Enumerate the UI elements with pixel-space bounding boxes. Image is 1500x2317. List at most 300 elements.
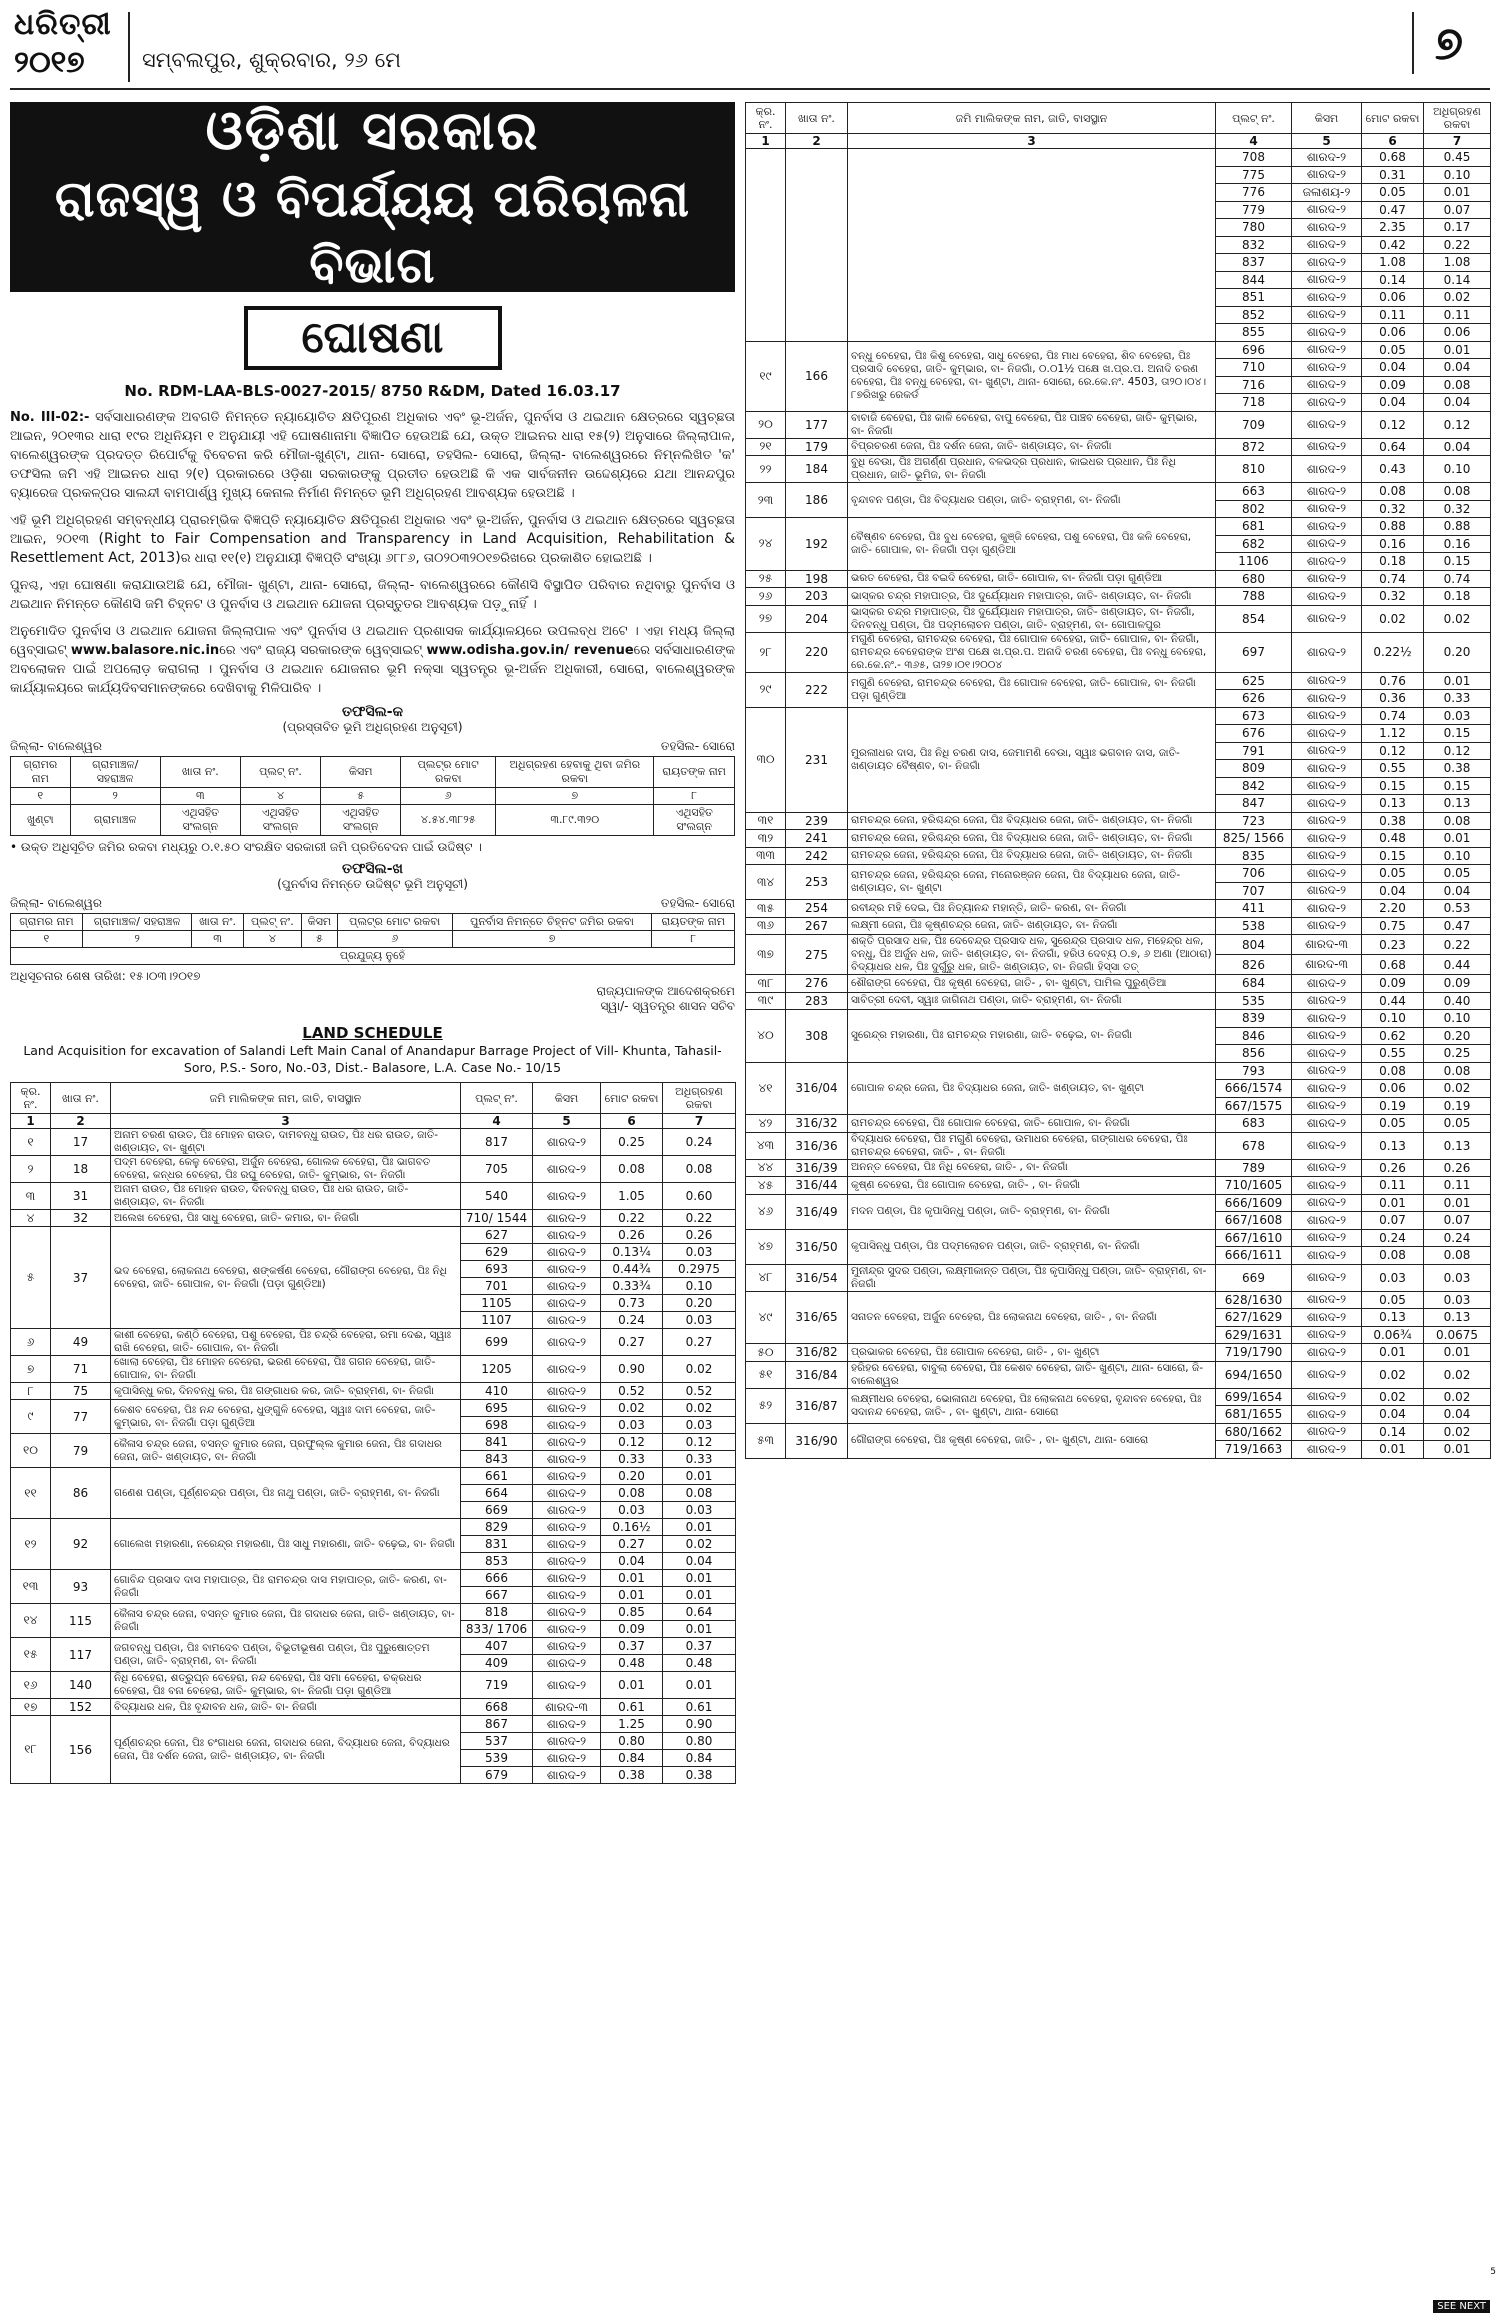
land-class: ଶାରଦ-୨ bbox=[533, 1750, 601, 1767]
acquired-area: 0.47 bbox=[1424, 917, 1491, 935]
owner-details: ପ୍ରଭାକର ବେହେରା, ପିଃ ଗୋପାଳ ବେହେରା, ଜାତି- , ବା- ଖୁଣ୍ଟା bbox=[848, 1344, 1216, 1362]
see-next-label: SEE NEXT bbox=[1433, 2300, 1490, 2313]
schedule-a-cell: ଏଥିସହିତ ସଂଲଗ୍ନ bbox=[321, 805, 401, 836]
total-area: 1.25 bbox=[601, 1716, 663, 1733]
khata-number: 186 bbox=[786, 483, 848, 518]
acquired-area: 0.33 bbox=[1424, 690, 1491, 708]
owner-details: ଖୋଲା ବେହେରା, ପିଃ ମୋହନ ବେହେରା, ଭରଣ ବେହେରା, ପିଃ ଗଗନ ବେହେରା, ଜାତି- ଗୋପାଳ, ବା- ନିଜଗାଁ bbox=[111, 1356, 461, 1383]
plot-number: 809 bbox=[1216, 760, 1292, 778]
acquired-area: 0.74 bbox=[1424, 570, 1491, 588]
total-area: 0.62 bbox=[1362, 1027, 1424, 1045]
acquired-area: 0.02 bbox=[1424, 1361, 1491, 1388]
land-class: ଶାରଦ-୨ bbox=[533, 1570, 601, 1587]
serial-number: ୩୦ bbox=[746, 707, 786, 812]
owner-details: ଅନାମ ରାଉତ, ପିଃ ମୋହନ ରାଉତ, ଦିନବନ୍ଧୁ ରାଉତ, ପିଃ ଧର ରାଉତ, ଜାତି- ଖଣ୍ଡାୟତ, ବା- ନିଜଗାଁ bbox=[111, 1183, 461, 1210]
total-area: 0.74 bbox=[1362, 707, 1424, 725]
land-class: ଶାରଦ-୨ bbox=[533, 1733, 601, 1750]
total-area: 0.09 bbox=[601, 1621, 663, 1638]
plot-number: 846 bbox=[1216, 1027, 1292, 1045]
table-row bbox=[746, 1361, 1491, 1388]
owner-details: ରାମଚନ୍ଦ୍ର ଜେନା, ହରିଶ୍ଚନ୍ଦ୍ର ଜେନା, ପିଃ ବିଦ୍ୟାଧର ଜେନା, ଜାତି- ଖଣ୍ଡାୟତ, ବା- ନିଜଗାଁ bbox=[848, 812, 1216, 830]
total-area: 0.10 bbox=[1362, 1010, 1424, 1028]
owner-details: ଗୋବିନ୍ଦ ପ୍ରସାଦ ଦାସ ମହାପାତ୍ର, ପିଃ ରାମଚନ୍ଦ୍ର ଦାସ ମହାପାତ୍ର, ଜାତି- କରଣ, ବା- ନିଜଗାଁ bbox=[111, 1570, 461, 1604]
plot-number: 411 bbox=[1216, 900, 1292, 918]
table-row bbox=[746, 672, 1491, 690]
state-website-link[interactable]: www.odisha.gov.in/ revenue bbox=[426, 643, 634, 658]
owner-details: ମୁରଲୀଧର ଦାସ, ପିଃ ନିଧି ଚରଣ ଦାସ, ଜେମାମଣି ବେଉା, ସ୍ୱାଃ ଭଗବାନ ଦାସ, ଜାତି- ଖଣ୍ଡାୟତ ବୈଷ୍ଣବ, ବା- ନିଜଗାଁ bbox=[848, 707, 1216, 812]
land-class: ଶାରଦ-୨ bbox=[533, 1587, 601, 1604]
land-number-cell: 1 bbox=[746, 134, 786, 149]
land-class: ଶାରଦ-୩ bbox=[1292, 935, 1362, 955]
land-class: ଶାରଦ-୨ bbox=[1292, 1115, 1362, 1133]
plot-number: 779 bbox=[1216, 201, 1292, 219]
table-row bbox=[11, 1638, 736, 1655]
total-area: 0.23 bbox=[1362, 935, 1424, 955]
plot-number: 776 bbox=[1216, 184, 1292, 202]
land-class: ଶାରଦ-୨ bbox=[1292, 483, 1362, 501]
owner-details: ସୁରେନ୍ଦ୍ର ମହାରଣା, ପିଃ ରାମଚନ୍ଦ୍ର ମହାରଣା, ଜାତି- ବଢ଼େଇ, ବା- ନିଜଗାଁ bbox=[848, 1010, 1216, 1063]
plot-number: 410 bbox=[461, 1383, 533, 1400]
table-row bbox=[11, 1570, 736, 1587]
acquired-area: 0.02 bbox=[663, 1356, 736, 1383]
schedule-a-number-cell: ୭ bbox=[496, 788, 654, 805]
owner-details: ନିଧି ବେହେରା, ଶତ୍ରୁଘ୍ନ ବେହେରା, ନନ୍ଦ ବେହେରା, ପିଃ ସମା ବେହେରା, ଚକ୍ରଧର ବେହେରା, ପିଃ ବନା ବେହେରା, ଜାତି- କୁମ୍ଭାର, ବା- ନିଜଗାଁ ପଡ଼ା ଗୁଣ୍ଡିଆ bbox=[111, 1672, 461, 1699]
total-area: 0.43 bbox=[1362, 456, 1424, 483]
khata-number: 254 bbox=[786, 900, 848, 918]
acquired-area: 0.19 bbox=[1424, 1097, 1491, 1115]
acquired-area: 0.02 bbox=[1424, 1388, 1491, 1406]
total-area: 0.02 bbox=[1362, 1388, 1424, 1406]
plot-number: 696 bbox=[1216, 341, 1292, 359]
total-area: 0.03 bbox=[1362, 1264, 1424, 1291]
land-class: ଶାରଦ-୨ bbox=[533, 1655, 601, 1672]
total-area: 0.37 bbox=[601, 1638, 663, 1655]
schedule-a-row bbox=[11, 805, 735, 836]
total-area: 0.08 bbox=[1362, 1062, 1424, 1080]
serial-number: ୯ bbox=[11, 1400, 51, 1434]
acquired-area: 0.03 bbox=[1424, 1264, 1491, 1291]
owner-details: କୃଷ୍ଣ ବେହେରା, ପିଃ ଗୋପାଳ ବେହେରା, ଜାତି- , ବା- ନିଜଗାଁ bbox=[848, 1177, 1216, 1195]
land-class: ଶାରଦ-୨ bbox=[1292, 1264, 1362, 1291]
serial-number: ୪୮ bbox=[746, 1264, 786, 1291]
total-area: 0.09 bbox=[1362, 376, 1424, 394]
land-schedule-description: Land Acquisition for excavation of Salandi Left Main Canal of Anandapur Barrage Project of Vill- Khunta, Tahasil- Soro, P.S.- Soro, No.-03, Dist.- Balasore, L.A. Case No.- 10/15 bbox=[23, 1043, 722, 1075]
plot-number: 701 bbox=[461, 1278, 533, 1295]
land-class: ଶାରଦ-୨ bbox=[1292, 1229, 1362, 1247]
khata-number: 177 bbox=[786, 411, 848, 438]
serial-number: ୧୭ bbox=[11, 1699, 51, 1716]
land-class: ଶାରଦ-୨ bbox=[1292, 271, 1362, 289]
acquired-area: 0.04 bbox=[1424, 1406, 1491, 1424]
total-area: 0.11 bbox=[1362, 306, 1424, 324]
owner-details: ଶକ୍ତି ପ୍ରସାଦ ଧଳ, ପିଃ ଦେବେନ୍ଦ୍ର ପ୍ରସାଦ ଧଳ, ସୁରେନ୍ଦ୍ର ପ୍ରସାଦ ଧଳ, ମହେନ୍ଦ୍ର ଧଳ, ବନ୍ଧୁ, ପିଃ ଅର୍ଜୁନ ଧଳ, ଜାତି- ଖଣ୍ଡାୟତ, ବା- ନିଜଗାଁ, ହରିଓ ଦେବ୍ୟ ୦.୭, ୬ ଅଣା (ଆଠାରା) ବିଦ୍ୟାଧର ଧଳ, ପିଃ ଦୁର୍ଗୁରୁ ଧଳ, ଜାତି- ଖଣ୍ଡାୟତ, ବା- ନିଜଗାଁ ହିସ୍ସା ତତ୍ bbox=[848, 935, 1216, 975]
plot-number: 627 bbox=[461, 1227, 533, 1244]
plot-number: 407 bbox=[461, 1638, 533, 1655]
total-area: 0.08 bbox=[601, 1156, 663, 1183]
land-class: ଶାରଦ-୨ bbox=[1292, 411, 1362, 438]
total-area: 0.33¾ bbox=[601, 1278, 663, 1295]
total-area: 0.06 bbox=[1362, 1080, 1424, 1098]
land-header-cell: ଅଧିଗ୍ରହଣ ରକବା bbox=[663, 1083, 736, 1114]
schedule-b-numbers bbox=[11, 931, 735, 948]
owner-details: କୃପାସିନ୍ଧୁ କର, ଦିନବନ୍ଧୁ କର, ପିଃ ଗଙ୍ଗାଧର କର, ଜାତି- ବ୍ରାହ୍ମଣ, ବା- ନିଜଗାଁ bbox=[111, 1383, 461, 1400]
acquired-area: 0.40 bbox=[1424, 992, 1491, 1010]
acquired-area: 0.12 bbox=[1424, 411, 1491, 438]
khata-number: 316/39 bbox=[786, 1159, 848, 1177]
schedule-a-header-cell: ପ୍ଲଟ୍‌ର ମୋଟ ରକବା bbox=[401, 757, 496, 788]
land-class: ଶାରଦ-୨ bbox=[1292, 1247, 1362, 1265]
owner-details: ଶୌରାଙ୍ଗ ବେହେରା, ପିଃ କୃଷ୍ଣ ବେହେରା, ଜାତି- , ବା- ଖୁଣ୍ଟା, ପାମିଲ ପୁରୁଣ୍ଡିଆ bbox=[848, 975, 1216, 993]
acquired-area: 0.24 bbox=[1424, 1229, 1491, 1247]
acquired-area: 0.09 bbox=[1424, 975, 1491, 993]
schedule-a-number-cell: ୪ bbox=[240, 788, 320, 805]
khata-number: 18 bbox=[51, 1156, 111, 1183]
plot-number: 667/1608 bbox=[1216, 1212, 1292, 1230]
acquired-area: 0.02 bbox=[1424, 1080, 1491, 1098]
owner-details: ପୂର୍ଣ୍ଣଚନ୍ଦ୍ର ଜେନା, ପିଃ ଚଂଗାଧର ଜେନା, ଗଦାଧର ଜେନା, ବିଦ୍ୟାଧର ଜେନା, ବିଦ୍ୟାଧର ଜେନା, ପିଃ ଦର୍ଶନ ଜେନା, ଜାତି- ଖଣ୍ଡାୟତ, ବା- ନିଜଗାଁ bbox=[111, 1716, 461, 1784]
land-class: ଶାରଦ-୨ bbox=[533, 1244, 601, 1261]
table-row bbox=[746, 1264, 1491, 1291]
land-schedule-title: LAND SCHEDULE bbox=[302, 1024, 443, 1042]
table-row bbox=[11, 1183, 736, 1210]
plot-number: 676 bbox=[1216, 725, 1292, 743]
land-header-cell: କିସମ bbox=[1292, 103, 1362, 134]
khata-number: 49 bbox=[51, 1329, 111, 1356]
plot-number: 680 bbox=[1216, 570, 1292, 588]
table-row bbox=[746, 438, 1491, 456]
acquired-area: 0.05 bbox=[1424, 1115, 1491, 1133]
land-class: ଶାରଦ-୨ bbox=[1292, 500, 1362, 518]
schedule-b-number-cell: ୪ bbox=[243, 931, 301, 948]
land-header-cell: କିସମ bbox=[533, 1083, 601, 1114]
plot-number: 683 bbox=[1216, 1115, 1292, 1133]
khata-number: 316/32 bbox=[786, 1115, 848, 1133]
khata-number: 17 bbox=[51, 1129, 111, 1156]
owner-details: ବିଦ୍ୟାଧର ବେହେରା, ପିଃ ମଗୁଣି ବେହେରା, ଉମାଧର ବେହେରା, ଗଙ୍ଗାଧର ବେହେରା, ପିଃ ରାମଚନ୍ଦ୍ର ବେହେରା, ଜାତି- , ବା- ନିଜଗାଁ bbox=[848, 1132, 1216, 1159]
acquired-area: 0.05 bbox=[1424, 865, 1491, 883]
plot-number: 825/ 1566 bbox=[1216, 830, 1292, 848]
land-class: ଶାରଦ-୨ bbox=[1292, 1423, 1362, 1441]
total-area: 0.16½ bbox=[601, 1519, 663, 1536]
land-class: ଶାରଦ-୨ bbox=[1292, 992, 1362, 1010]
land-class: ଶାରଦ-୨ bbox=[533, 1553, 601, 1570]
khata-number: 152 bbox=[51, 1699, 111, 1716]
plot-number: 780 bbox=[1216, 219, 1292, 237]
serial-number: ୪୩ bbox=[746, 1132, 786, 1159]
serial-number: ୨୩ bbox=[746, 483, 786, 518]
total-area: 0.48 bbox=[601, 1655, 663, 1672]
footer-page-number: 5 bbox=[1490, 2267, 1496, 2277]
owner-details: କୃପାସିନ୍ଧୁ ପଣ୍ଡା, ପିଃ ପଦ୍ମଲୋଚନ ପଣ୍ଡା, ଜାତି- ବ୍ରାହ୍ମଣ, ବା- ନିଜଗାଁ bbox=[848, 1229, 1216, 1264]
table-row bbox=[11, 1210, 736, 1227]
owner-details: ମଗୁଣି ବେହେରା, ରାମଚନ୍ଦ୍ର ବେହେରା, ପିଃ ଗୋପାଳ ବେହେରା, ଜାତି- ଗୋପାଳ, ବା- ନିଜଗାଁ ପଡ଼ା ଗୁଣ୍ଡିଆ bbox=[848, 672, 1216, 707]
plot-number: 839 bbox=[1216, 1010, 1292, 1028]
total-area: 0.05 bbox=[1362, 341, 1424, 359]
total-area: 0.32 bbox=[1362, 500, 1424, 518]
acquired-area: 0.60 bbox=[663, 1183, 736, 1210]
schedule-b-table bbox=[10, 913, 735, 965]
land-class: ଶାରଦ-୨ bbox=[533, 1356, 601, 1383]
plot-number: 695 bbox=[461, 1400, 533, 1417]
plot-number: 678 bbox=[1216, 1132, 1292, 1159]
acquired-area: 0.13 bbox=[1424, 1309, 1491, 1327]
khata-number: 140 bbox=[51, 1672, 111, 1699]
land-class: ଶାରଦ-୨ bbox=[1292, 535, 1362, 553]
schedule-a-number-cell: ୩ bbox=[160, 788, 240, 805]
plot-number: 539 bbox=[461, 1750, 533, 1767]
khata-number: 117 bbox=[51, 1638, 111, 1672]
owner-details: ମୁନୀନ୍ଦ୍ର ସୁଦର ପଣ୍ଡା, ଲକ୍ଷ୍ମୀକାନ୍ତ ପଣ୍ଡା, ପିଃ କୃପାସିନ୍ଧୁ ପଣ୍ଡା, ଜାତି- ବ୍ରାହ୍ମଣ, ବା- ନିଜଗାଁ bbox=[848, 1264, 1216, 1291]
schedule-a-note: • ଉକ୍ତ ଅଧିସୂଚିତ ଜମିର ରକବା ମଧ୍ୟରୁ ୦.୧.୫୦ ସଂରକ୍ଷିତ ସରକାରୀ ଜମି ପ୍ରତିବେଦନ ପାଇଁ ଉଦ୍ଦିଷ୍ଟ । bbox=[10, 840, 482, 854]
khata-number: 316/44 bbox=[786, 1177, 848, 1195]
total-area: 0.06 bbox=[1362, 324, 1424, 342]
land-class: ଶାରଦ-୨ bbox=[1292, 1177, 1362, 1195]
total-area: 0.24 bbox=[601, 1312, 663, 1329]
acquired-area: 0.02 bbox=[1424, 605, 1491, 632]
land-class: ଶାରଦ-୨ bbox=[1292, 570, 1362, 588]
land-class: ଶାରଦ-୨ bbox=[533, 1672, 601, 1699]
khata-number: 231 bbox=[786, 707, 848, 812]
serial-number: ୩୩ bbox=[746, 847, 786, 865]
plot-number: 847 bbox=[1216, 795, 1292, 813]
table-row bbox=[11, 1604, 736, 1621]
schedule-a-table bbox=[10, 756, 735, 836]
land-class: ଶାରଦ-୨ bbox=[533, 1434, 601, 1451]
owner-details: ଗୋପାଳ ଚନ୍ଦ୍ର ଜେନା, ପିଃ ବିଦ୍ୟାଧର ଜେନା, ଜାତି- ଖଣ୍ଡାୟତ, ବା- ଖୁଣ୍ଟା bbox=[848, 1062, 1216, 1115]
land-class: ଶାରଦ-୨ bbox=[533, 1767, 601, 1784]
total-area: 0.22 bbox=[601, 1210, 663, 1227]
plot-number: 709 bbox=[1216, 411, 1292, 438]
land-class: ଶାରଦ-୨ bbox=[1292, 777, 1362, 795]
plot-number: 719/1790 bbox=[1216, 1344, 1292, 1362]
khata-number: 203 bbox=[786, 588, 848, 606]
schedule-a-cell: ଗ୍ରାମାଞ୍ଚଳ bbox=[70, 805, 160, 836]
total-area: 0.68 bbox=[1362, 955, 1424, 975]
owner-details: ଭାସ୍କର ଚନ୍ଦ୍ର ମହାପାତ୍ର, ପିଃ ଦୁର୍ଯ୍ୟୋଧନ ମହାପାତ୍ର, ଜାତି- ଖଣ୍ଡାୟତ, ବା- ନିଜଗାଁ, ଦିନବନ୍ଧୁ ପଣ୍ଡା, ପିଃ ପଦ୍ମଲୋଚନ ପଣ୍ଡା, ଜାତି- ବ୍ରାହ୍ମଣ, ବା- ଗୋପାଳପୁର bbox=[848, 605, 1216, 632]
plot-number: 852 bbox=[1216, 306, 1292, 324]
acquired-area: 0.01 bbox=[1424, 672, 1491, 690]
khata-number: 275 bbox=[786, 935, 848, 975]
land-class: ଶାରଦ-୨ bbox=[533, 1604, 601, 1621]
table-row bbox=[746, 518, 1491, 536]
serial-number: ୫୨ bbox=[746, 1388, 786, 1423]
land-number-cell: 6 bbox=[1362, 134, 1424, 149]
plot-number: 629/1631 bbox=[1216, 1326, 1292, 1344]
serial-number: ୧୨ bbox=[11, 1519, 51, 1570]
plot-number: 793 bbox=[1216, 1062, 1292, 1080]
total-area: 0.19 bbox=[1362, 1097, 1424, 1115]
acquired-area: 0.08 bbox=[1424, 812, 1491, 830]
plot-number: 1105 bbox=[461, 1295, 533, 1312]
acquired-area: 0.04 bbox=[1424, 438, 1491, 456]
table-row bbox=[746, 917, 1491, 935]
schedule-a-number-cell: ୮ bbox=[654, 788, 735, 805]
land-class: ଶାରଦ-୨ bbox=[1292, 795, 1362, 813]
land-class: ଶାରଦ-୨ bbox=[533, 1451, 601, 1468]
land-class: ଶାରଦ-୨ bbox=[1292, 236, 1362, 254]
table-row bbox=[746, 483, 1491, 501]
khata-number: 204 bbox=[786, 605, 848, 632]
owner-details: ଲକ୍ଷ୍ମୀଧର ବେହେରା, ଭୋଳାନାଥ ବେହେରା, ପିଃ ଲୋକନାଥ ବେହେରା, ବୃନ୍ଦାବନ ବେହେରା, ପିଃ ସଦାନନ୍ଦ ବେହେରା, ଜାତି- , ବା- ଖୁଣ୍ଟା, ଥାନା- ସୋରୋ bbox=[848, 1388, 1216, 1423]
acquired-area: 0.03 bbox=[1424, 707, 1491, 725]
schedule-b-header-cell: ପୁନର୍ବାସ ନିମନ୍ତେ ଚିହ୍ନଟ ଜମିର ରକବା bbox=[452, 914, 652, 931]
plot-number: 789 bbox=[1216, 1159, 1292, 1177]
acquired-area: 0.07 bbox=[1424, 1212, 1491, 1230]
land-class: ଶାରଦ-୨ bbox=[1292, 166, 1362, 184]
masthead-divider bbox=[128, 12, 130, 82]
plot-number: 684 bbox=[1216, 975, 1292, 993]
land-class: ଜଳାଶୟ-୨ bbox=[1292, 184, 1362, 202]
plot-number: 664 bbox=[461, 1485, 533, 1502]
total-area: 0.02 bbox=[1362, 1361, 1424, 1388]
land-header-cell: ମୋଟ ରକବା bbox=[601, 1083, 663, 1114]
acquired-area: 1.08 bbox=[1424, 254, 1491, 272]
table-row bbox=[746, 1194, 1491, 1212]
land-class: ଶାରଦ-୨ bbox=[1292, 289, 1362, 307]
serial-number: ୩୧ bbox=[746, 812, 786, 830]
total-area: 0.42 bbox=[1362, 236, 1424, 254]
table-row bbox=[11, 1400, 736, 1417]
table-row bbox=[746, 1115, 1491, 1133]
total-area: 0.03 bbox=[601, 1502, 663, 1519]
owner-details: କେଶବ ବେହେରା, ପିଃ ନନ୍ଦ ବେହେରା, ଧୁଙ୍ଗୁଳି ବେହେରା, ସ୍ୱାଃ ଦାମ ବେହେରା, ଜାତି- କୁମ୍ଭାର, ବା- ନିଜଗାଁ ପଡ଼ା ଗୁଣ୍ଡିଆ bbox=[111, 1400, 461, 1434]
land-class: ଶାରଦ-୨ bbox=[1292, 975, 1362, 993]
owner-details: ରାମଚନ୍ଦ୍ର ଜେନା, ହରିଶ୍ଚନ୍ଦ୍ର ଜେନା, ମନୋରଞ୍ଜନ ଜେନା, ପିଃ ବିଦ୍ୟାଧର ଜେନା, ଜାତି- ଖଣ୍ଡାୟତ, ବା- ଖୁଣ୍ଟା bbox=[848, 865, 1216, 900]
land-table-header bbox=[11, 1083, 736, 1114]
land-class: ଶାରଦ-୨ bbox=[1292, 1010, 1362, 1028]
acquired-area: 0.10 bbox=[663, 1278, 736, 1295]
schedule-a-number-cell: ୧ bbox=[11, 788, 71, 805]
total-area: 0.13¼ bbox=[601, 1244, 663, 1261]
khata-number: 166 bbox=[786, 341, 848, 411]
acquired-area: 0.2975 bbox=[663, 1261, 736, 1278]
land-class: ଶାରଦ-୨ bbox=[1292, 1194, 1362, 1212]
plot-number: 841 bbox=[461, 1434, 533, 1451]
total-area: 0.08 bbox=[1362, 483, 1424, 501]
owner-details: ମଗୁଣି ବେହେରା, ରାମଚନ୍ଦ୍ର ବେହେରା, ପିଃ ଗୋପାଳ ବେହେରା, ଜାତି- ଗୋପାଳ, ବା- ନିଜଗାଁ, ରାମଚନ୍ଦ୍ର ବେହେରାଙ୍କ ଅଂଶ ପକ୍ଷେ ଖ.ପ୍ର.ପ. ଅନାଦି ଚରଣ ବେହେରା, ପିଃ ବନ୍ଧୁ ବେହେରା, ରେ.କେ.ନଂ.- ୩୬୫, ତା୨୭।୦୧।୨୦୦୪ bbox=[848, 632, 1216, 672]
acquired-area: 0.08 bbox=[663, 1156, 736, 1183]
issue-date: ସମ୍ବଲପୁର, ଶୁକ୍ରବାର, ୨୬ ମେ bbox=[142, 48, 401, 72]
plot-number: 663 bbox=[1216, 483, 1292, 501]
schedule-a-cell: ଏଥିସହିତ ସଂଲଗ୍ନ bbox=[160, 805, 240, 836]
land-class: ଶାରଦ-୨ bbox=[1292, 1326, 1362, 1344]
serial-number: ୪ bbox=[11, 1210, 51, 1227]
plot-number: 666/1574 bbox=[1216, 1080, 1292, 1098]
acquired-area: 0.01 bbox=[663, 1587, 736, 1604]
table-row bbox=[746, 570, 1491, 588]
governor-order: ରାଜ୍ୟପାଳଙ୍କ ଆଦେଶକ୍ରମେ bbox=[596, 984, 735, 998]
acquired-area: 0.22 bbox=[1424, 236, 1491, 254]
acquired-area: 0.04 bbox=[1424, 882, 1491, 900]
table-row bbox=[746, 149, 1491, 167]
serial-number: ୨୮ bbox=[746, 632, 786, 672]
acquired-area: 0.04 bbox=[663, 1553, 736, 1570]
owner-details: ଗୌରାଙ୍ଗ ବେହେରା, ପିଃ କୃଷ୍ଣ ବେହେରା, ଜାତି- , ବା- ଖୁଣ୍ଟା, ଥାନା- ସୋରୋ bbox=[848, 1423, 1216, 1458]
acquired-area: 0.01 bbox=[1424, 341, 1491, 359]
owner-details: ବୃନ୍ଦାବନ ପଣ୍ଡା, ପିଃ ବିଦ୍ୟାଧର ପଣ୍ଡା, ଜାତି- ବ୍ରାହ୍ମଣ, ବା- ନିଜଗାଁ bbox=[848, 483, 1216, 518]
land-class: ଶାରଦ-୨ bbox=[1292, 672, 1362, 690]
schedule-a-cell: ୪.୫୪.୩୮୨୫ bbox=[401, 805, 496, 836]
khata-number: 316/87 bbox=[786, 1388, 848, 1423]
total-area: 0.85 bbox=[601, 1604, 663, 1621]
notification-last-date: ଅଧିସୂଚନାର ଶେଷ ତାରିଖ: ୧୫।୦୩।୨୦୧୭ bbox=[10, 969, 201, 983]
district-website-link[interactable]: www.balasore.nic.in bbox=[70, 643, 220, 658]
total-area: 0.14 bbox=[1362, 271, 1424, 289]
acquired-area: 0.13 bbox=[1424, 1132, 1491, 1159]
owner-details: ବନ୍ଧୁ ବେହେରା, ପିଃ କିଶୁ ବେହେରା, ସାଧୁ ବେହେରା, ପିଃ ମାଧ ବେହେରା, ଶିବ ବେହେରା, ପିଃ ପ୍ରସାଦି ବେହେରା, ଜାତି- କୁମ୍ଭାର, ବା- ନିଜଗାଁ, ୦.୦1½ ପକ୍ଷେ ଖ.ପ୍ର.ପ. ଅନାଦି ଚରଣ ବେହେରା, ପିଃ ବନ୍ଧୁ ବେହେରା, ବା- ଖୁଣ୍ଟା, ଥାନା- ସୋରୋ, ରେ.କେ.ନଂ. 4503, ତା୨୦।୦୪।୮୭ରିଖରୁ ରେକର୍ଡ bbox=[848, 341, 1216, 411]
land-number-cell: 3 bbox=[848, 134, 1216, 149]
schedule-b-header-cell: ଗ୍ରାମର ନାମ bbox=[11, 914, 83, 931]
owner-details: ରାମଚନ୍ଦ୍ର ଜେନା, ହରିଶ୍ଚନ୍ଦ୍ର ଜେନା, ପିଃ ବିଦ୍ୟାଧର ଜେନା, ଜାତି- ଖଣ୍ଡାୟତ, ବା- ନିଜଗାଁ bbox=[848, 830, 1216, 848]
land-class: ଶାରଦ-୩ bbox=[533, 1699, 601, 1716]
land-class: ଶାରଦ-୨ bbox=[533, 1716, 601, 1733]
land-class: ଶାରଦ-୨ bbox=[1292, 1132, 1362, 1159]
table-row bbox=[746, 456, 1491, 483]
plot-number: 844 bbox=[1216, 271, 1292, 289]
khata-number: 253 bbox=[786, 865, 848, 900]
schedule-a-number-cell: ୨ bbox=[70, 788, 160, 805]
acquired-area: 0.13 bbox=[1424, 795, 1491, 813]
total-area: 0.05 bbox=[1362, 1291, 1424, 1309]
total-area: 0.13 bbox=[1362, 795, 1424, 813]
plot-number: 667/1610 bbox=[1216, 1229, 1292, 1247]
total-area: 0.12 bbox=[1362, 411, 1424, 438]
land-class: ଶାରଦ-୨ bbox=[1292, 1344, 1362, 1362]
acquired-area: 0.38 bbox=[663, 1767, 736, 1784]
land-class: ଶାରଦ-୨ bbox=[533, 1278, 601, 1295]
table-row bbox=[11, 1672, 736, 1699]
plot-number: 802 bbox=[1216, 500, 1292, 518]
serial-number: ୨୫ bbox=[746, 570, 786, 588]
total-area: 0.24 bbox=[1362, 1229, 1424, 1247]
khata-number: 316/04 bbox=[786, 1062, 848, 1115]
acquired-area: 0.33 bbox=[663, 1451, 736, 1468]
table-row bbox=[11, 1468, 736, 1485]
table-row bbox=[11, 1227, 736, 1244]
total-area: 2.35 bbox=[1362, 219, 1424, 237]
table-row bbox=[11, 1356, 736, 1383]
total-area: 0.33 bbox=[601, 1451, 663, 1468]
serial-number: ୭ bbox=[11, 1356, 51, 1383]
plot-number: 538 bbox=[1216, 917, 1292, 935]
owner-details: ବିପ୍ରଚରଣ ଜେନା, ପିଃ ଦର୍ଶନ ଜେନା, ଜାତି- ଖଣ୍ଡାୟତ, ବା- ନିଜଗାଁ bbox=[848, 438, 1216, 456]
table-row bbox=[746, 865, 1491, 883]
khata-number: 75 bbox=[51, 1383, 111, 1400]
total-area: 0.74 bbox=[1362, 570, 1424, 588]
owner-details bbox=[848, 149, 1216, 342]
owner-details: ଭାସ୍କର ଚନ୍ଦ୍ର ମହାପାତ୍ର, ପିଃ ଦୁର୍ଯ୍ୟୋଧନ ମହାପାତ୍ର, ଜାତି- ଖଣ୍ଡାୟତ, ବା- ନିଜଗାଁ bbox=[848, 588, 1216, 606]
total-area: 0.26 bbox=[601, 1227, 663, 1244]
acquired-area: 0.32 bbox=[1424, 500, 1491, 518]
right-column bbox=[745, 102, 1490, 1459]
serial-number: ୩୪ bbox=[746, 865, 786, 900]
land-table-numbers bbox=[746, 134, 1491, 149]
schedule-a-title: ତଫସିଲ-କ bbox=[342, 704, 403, 720]
khata-number: 316/49 bbox=[786, 1194, 848, 1229]
owner-details: ହରିହର ବେହେରା, ବାବୁଲା ବେହେରା, ପିଃ କେଶବ ବେହେରା, ଜାତି- ଖୁଣ୍ଟା, ଥାନା- ସୋରୋ, ଜି- ବାଲେଶ୍ୱର bbox=[848, 1361, 1216, 1388]
acquired-area: 0.01 bbox=[663, 1672, 736, 1699]
total-area: 0.61 bbox=[601, 1699, 663, 1716]
khata-number: 316/65 bbox=[786, 1291, 848, 1344]
acquired-area: 0.26 bbox=[663, 1227, 736, 1244]
table-row bbox=[746, 830, 1491, 848]
plot-number: 706 bbox=[1216, 865, 1292, 883]
owner-details: ଲକ୍ଷ୍ମୀ ଜେନା, ପିଃ କୃଷ୍ଣଚନ୍ଦ୍ର ଜେନା, ଜାତି- ଖଣ୍ଡାୟତ, ବା- ନିଜଗାଁ bbox=[848, 917, 1216, 935]
land-class: ଶାରଦ-୨ bbox=[1292, 742, 1362, 760]
khata-number: 267 bbox=[786, 917, 848, 935]
plot-number: 718 bbox=[1216, 394, 1292, 412]
acquired-area: 0.01 bbox=[1424, 1344, 1491, 1362]
